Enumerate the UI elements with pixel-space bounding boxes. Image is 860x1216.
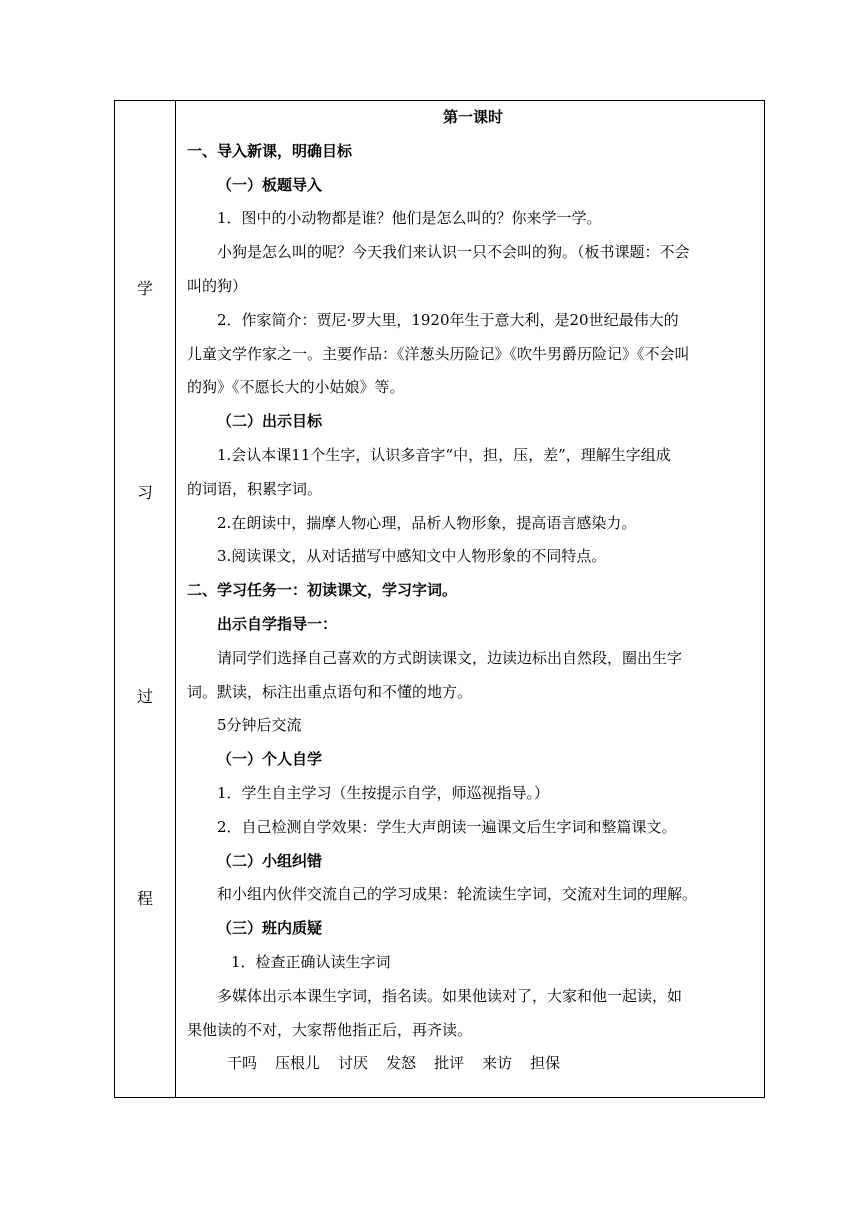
lesson-content bbox=[187, 101, 759, 1081]
text-line: 请同学们选择自己喜欢的方式朗读课文，边读边标出自然段，圈出生字 bbox=[217, 648, 683, 667]
side-label: 学 bbox=[136, 279, 153, 298]
text-line: 1．图中的小动物都是谁？他们是怎么叫的？你来学一学。 bbox=[217, 209, 602, 228]
lesson-table bbox=[114, 100, 765, 1098]
vocab-word: 干吗 bbox=[227, 1054, 258, 1073]
text-line: 2．作家简介：贾尼·罗大里，1920年生于意大利，是20世纪最伟大的 bbox=[217, 310, 679, 329]
vocab-word: 批评 bbox=[434, 1054, 465, 1073]
side-label: 习 bbox=[136, 483, 153, 502]
text-line: 第一课时 bbox=[442, 108, 503, 126]
text-line: 二、学习任务一：初读课文，学习字词。 bbox=[187, 581, 458, 600]
text-line: 儿童文学作家之一。主要作品：《洋葱头历险记》《吹牛男爵历险记》《不会叫 bbox=[187, 344, 690, 363]
vocab-word: 来访 bbox=[482, 1054, 513, 1073]
vocab-word: 担保 bbox=[530, 1054, 561, 1073]
text-line: 的词语，积累字词。 bbox=[187, 479, 323, 498]
vocab-word: 发怒 bbox=[386, 1054, 417, 1073]
vocab-line bbox=[187, 1047, 759, 1081]
text-line: 出示自学指导一： bbox=[217, 614, 338, 633]
text-line: 2.在朗读中，揣摩人物心理，品析人物形象，提高语言感染力。 bbox=[217, 513, 637, 532]
vocab-word: 讨厌 bbox=[338, 1054, 369, 1073]
text-line: 和小组内伙伴交流自己的学习成果：轮流读生字词，交流对生词的理解。 bbox=[217, 885, 698, 904]
text-line: （一）板题导入 bbox=[217, 175, 323, 194]
text-line: 词。默读，标注出重点语句和不懂的地方。 bbox=[187, 682, 473, 701]
side-label-column bbox=[115, 101, 176, 1097]
text-line: （二）小组纠错 bbox=[217, 851, 323, 870]
text-line: 1．检查正确认读生字词 bbox=[231, 952, 391, 971]
text-line: 小狗是怎么叫的呢？今天我们来认识一只不会叫的狗。（板书课题：不会 bbox=[217, 243, 690, 262]
text-line: 一、导入新课，明确目标 bbox=[187, 141, 353, 160]
vocab-word: 压根儿 bbox=[275, 1054, 321, 1073]
text-line: 3.阅读课文，从对话描写中感知文中人物形象的不同特点。 bbox=[217, 547, 607, 566]
text-line: 多媒体出示本课生字词，指名读。如果他读对了，大家和他一起读，如 bbox=[217, 986, 683, 1005]
side-label: 过 bbox=[136, 687, 153, 706]
text-line: 5分钟后交流 bbox=[217, 716, 302, 735]
text-line: （二）出示目标 bbox=[217, 412, 323, 431]
text-line: 果他读的不对，大家帮他指正后，再齐读。 bbox=[187, 1020, 473, 1039]
text-line: 1．学生自主学习（生按提示自学，师巡视指导。） bbox=[217, 783, 550, 802]
text-line: 2．自己检测自学效果：学生大声朗读一遍课文后生字词和整篇课文。 bbox=[217, 817, 677, 836]
text-line: （三）班内质疑 bbox=[217, 919, 323, 938]
text-line: （一）个人自学 bbox=[217, 750, 323, 769]
text-line: 叫的狗） bbox=[187, 276, 248, 295]
text-line: 的狗》《不愿长大的小姑娘》等。 bbox=[187, 378, 405, 397]
side-label: 程 bbox=[136, 889, 153, 908]
text-line: 1.会认本课11个生字，认识多音字“中，担，压，差”，理解生字组成 bbox=[217, 445, 671, 464]
